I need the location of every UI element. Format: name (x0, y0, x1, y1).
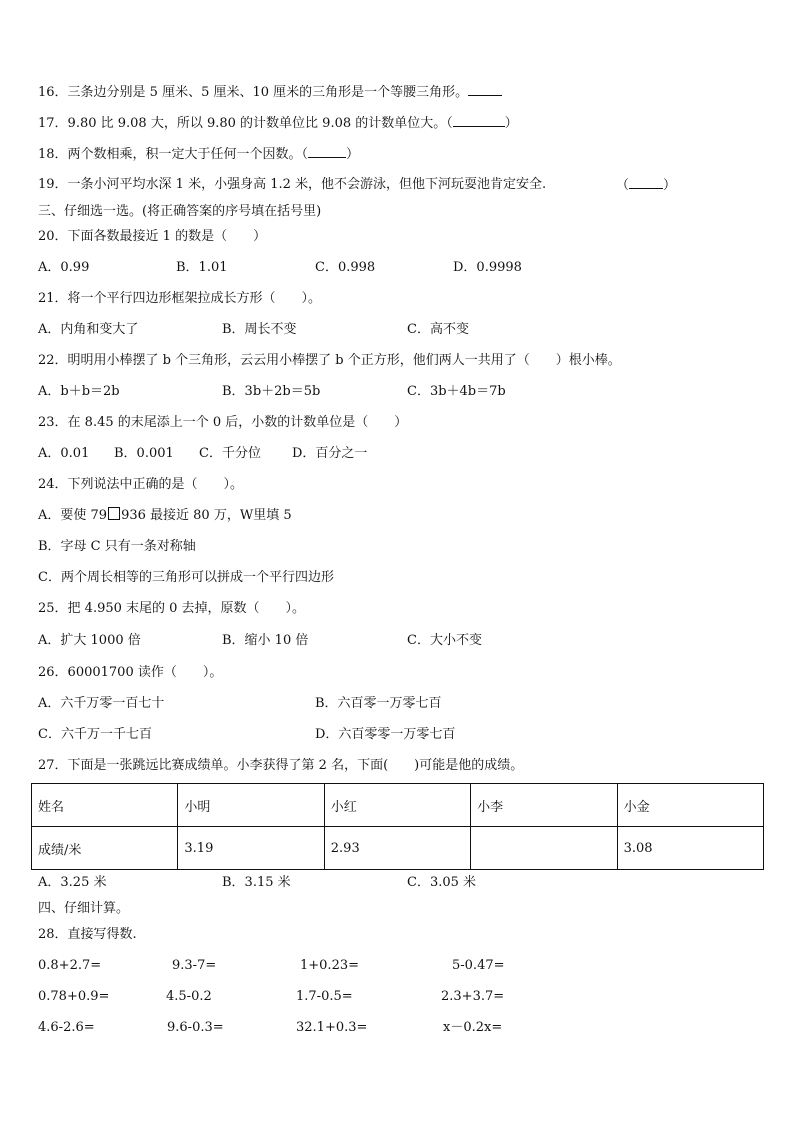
table-cell (471, 827, 617, 870)
q24-option-a[interactable] (38, 507, 292, 525)
q24-option-c[interactable]: C．两个周长相等的三角形可以拼成一个平行四边形 (38, 570, 334, 585)
q20-option-c[interactable]: C．0.998 (315, 260, 376, 275)
section-4-title: 四、仔细计算。 (38, 901, 130, 916)
question-18-text: 18．两个数相乘，积一定大于任何一个因数。（ (38, 147, 309, 162)
q22-option-c[interactable]: C．3b＋4b＝7b (407, 384, 506, 399)
table-row (32, 827, 764, 870)
section-3-title: 三、仔细选一选。(将正确答案的序号填在括号里) (38, 204, 322, 219)
question-16-text: 16．三条边分别是 5 厘米、5 厘米、10 厘米的三角形是一个等腰三角形。 (38, 85, 469, 100)
table-cell: 3.19 (178, 827, 324, 870)
calc-item: 0.8+2.7= (38, 958, 102, 973)
question-17-text: 17．9.80 比 9.08 大，所以 9.80 的计数单位比 9.08 的计数单位大。（ (38, 116, 453, 131)
q23-option-d[interactable]: D．百分之一 (292, 446, 368, 461)
calc-item: x－0.2x= (443, 1020, 503, 1035)
table-cell: 2.93 (324, 827, 470, 870)
q26-option-d[interactable]: D．六百零零一万零七百 (315, 727, 456, 742)
question-16 (38, 83, 502, 102)
answer-blank[interactable] (453, 114, 505, 127)
question-19-answer (616, 176, 676, 195)
calc-item: 2.3+3.7= (441, 989, 505, 1004)
q26-option-c[interactable]: C．六千万一千七百 (38, 727, 152, 742)
close-paren: ） (346, 147, 360, 162)
q21-option-a[interactable]: A．内角和变大了 (38, 322, 139, 337)
calc-item: 9.6-0.3= (167, 1020, 224, 1035)
q27-option-b[interactable]: B．3.15 米 (222, 875, 291, 890)
answer-blank[interactable] (308, 145, 346, 158)
calc-item: 1.7-0.5= (296, 989, 353, 1004)
question-22-text: 22．明明用小棒摆了 b 个三角形，云云用小棒摆了 b 个正方形，他们两人一共用了（ ）根小棒。 (38, 353, 621, 368)
q23-option-a[interactable]: A．0.01 (38, 446, 90, 461)
question-27-text: 27．下面是一张跳远比赛成绩单。小李获得了第 2 名，下面( )可能是他的成绩。 (38, 758, 524, 773)
calc-item: 1+0.23= (300, 958, 360, 973)
calc-item: 4.5-0.2 (166, 989, 212, 1004)
digit-box (108, 507, 120, 520)
q22-option-b[interactable]: B．3b＋2b＝5b (222, 384, 321, 399)
q27-option-c[interactable]: C．3.05 米 (407, 875, 477, 890)
q25-option-a[interactable]: A．扩大 1000 倍 (38, 633, 141, 648)
question-18 (38, 145, 359, 164)
q23-option-b[interactable]: B．0.001 (114, 446, 174, 461)
q22-option-a[interactable]: A．b＋b＝2b (38, 384, 120, 399)
question-28-text: 28．直接写得数. (38, 927, 137, 942)
q20-option-b[interactable]: B．1.01 (176, 260, 228, 275)
table-header-row (32, 784, 764, 827)
table-cell: 小红 (324, 784, 470, 827)
question-26-text: 26．60001700 读作（ ）。 (38, 665, 223, 680)
table-cell: 小明 (178, 784, 324, 827)
close-paren: ） (663, 178, 677, 193)
calc-item: 0.78+0.9= (38, 989, 110, 1004)
close-paren: ） (504, 116, 518, 131)
q20-option-d[interactable]: D．0.9998 (453, 260, 522, 275)
calc-item: 9.3-7= (172, 958, 217, 973)
question-21-text: 21．将一个平行四边形框架拉成长方形（ ）。 (38, 291, 322, 306)
score-table (31, 783, 764, 870)
calc-item: 32.1+0.3= (296, 1020, 368, 1035)
question-17 (38, 114, 518, 133)
table-cell: 3.08 (617, 827, 763, 870)
q21-option-b[interactable]: B．周长不变 (222, 322, 297, 337)
question-20-text: 20．下面各数最接近 1 的数是（ ） (38, 229, 267, 244)
answer-blank[interactable] (468, 83, 502, 96)
question-25-text: 25．把 4.950 末尾的 0 去掉，原数（ ）。 (38, 601, 306, 616)
question-19 (38, 176, 546, 194)
q24-option-a-pre: A．要使 79 (38, 508, 108, 523)
question-19-text: 19．一条小河平均水深 1 米，小强身高 1.2 米，他不会游泳，但他下河玩耍池肯定安全. (38, 177, 547, 192)
q21-option-c[interactable]: C．高不变 (407, 322, 469, 337)
q20-option-a[interactable]: A．0.99 (38, 260, 90, 275)
q23-option-c[interactable]: C．千分位 (199, 446, 261, 461)
answer-blank[interactable] (629, 176, 663, 189)
table-cell: 小金 (617, 784, 763, 827)
table-cell: 小李 (471, 784, 617, 827)
q25-option-c[interactable]: C．大小不变 (407, 633, 482, 648)
question-24-text: 24．下列说法中正确的是（ ）。 (38, 477, 244, 492)
table-cell: 姓名 (32, 784, 178, 827)
question-23-text: 23．在 8.45 的末尾添上一个 0 后，小数的计数单位是（ ） (38, 415, 408, 430)
calc-item: 5-0.47= (452, 958, 505, 973)
q24-option-b[interactable]: B．字母 C 只有一条对称轴 (38, 539, 196, 554)
calc-item: 4.6-2.6= (38, 1020, 95, 1035)
open-paren: （ (616, 178, 630, 193)
q25-option-b[interactable]: B．缩小 10 倍 (222, 633, 309, 648)
q27-option-a[interactable]: A．3.25 米 (38, 875, 107, 890)
q26-option-a[interactable]: A．六千万零一百七十 (38, 696, 165, 711)
q24-option-a-post: 936 最接近 80 万，W里填 5 (121, 508, 292, 523)
q26-option-b[interactable]: B．六百零一万零七百 (315, 696, 442, 711)
table-cell: 成绩/米 (32, 827, 178, 870)
